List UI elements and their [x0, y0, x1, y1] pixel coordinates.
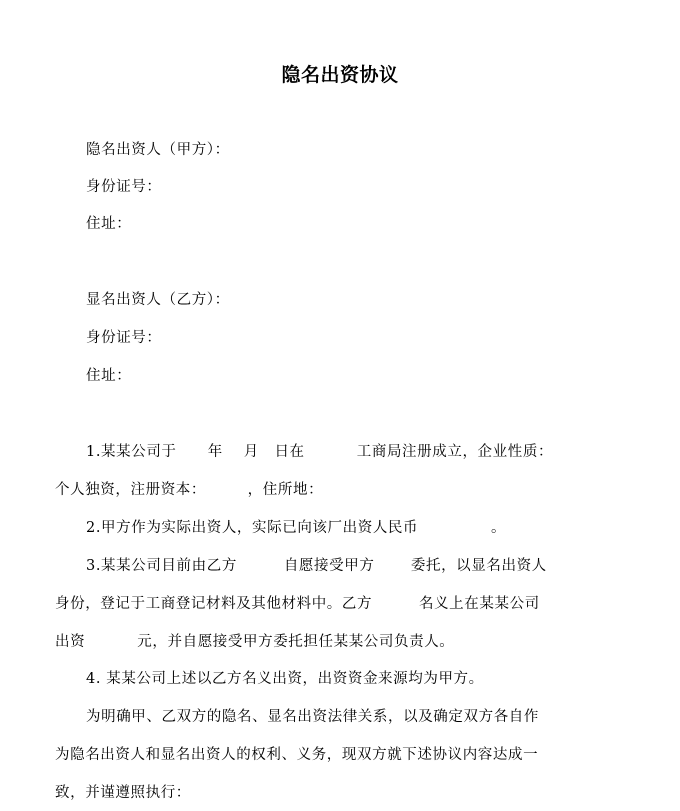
party-a-id-label: 身份证号：	[86, 179, 162, 195]
party-b-address-label: 住址：	[86, 368, 132, 384]
clause-1-line-1: 1.某某公司于 年 月 日在 工商局注册成立，企业性质：	[86, 444, 554, 460]
clause-2-line-1: 2.甲方作为实际出资人，实际已向该厂出资人民币 。	[86, 520, 507, 536]
party-a-address-label: 住址：	[86, 216, 132, 232]
clause-4-line-1: 4. 某某公司上述以乙方名义出资，出资资金来源均为甲方。	[86, 671, 484, 687]
clause-3-line-3: 出资 元，并自愿接受甲方委托担任某某公司负责人。	[55, 634, 455, 650]
party-a-name-label: 隐名出资人（甲方）：	[86, 142, 230, 158]
preamble-line-1: 为明确甲、乙双方的隐名、显名出资法律关系，以及确定双方各自作	[86, 709, 539, 725]
clause-3-line-1: 3.某某公司目前由乙方 自愿接受甲方 委托，以显名出资人	[86, 558, 547, 574]
preamble-line-3: 致，并谨遵照执行：	[55, 785, 191, 801]
preamble-line-2: 为隐名出资人和显名出资人的权利、义务，现双方就下述协议内容达成一	[55, 747, 539, 763]
party-b-name-label: 显名出资人（乙方）：	[86, 292, 230, 308]
party-b-id-label: 身份证号：	[86, 330, 162, 346]
clause-3-line-2: 身份，登记于工商登记材料及其他材料中。乙方 名义上在某某公司	[55, 596, 540, 612]
document-title: 隐名出资协议	[281, 64, 399, 86]
clause-1-line-2: 个人独资，注册资本： ，住所地：	[55, 482, 324, 498]
